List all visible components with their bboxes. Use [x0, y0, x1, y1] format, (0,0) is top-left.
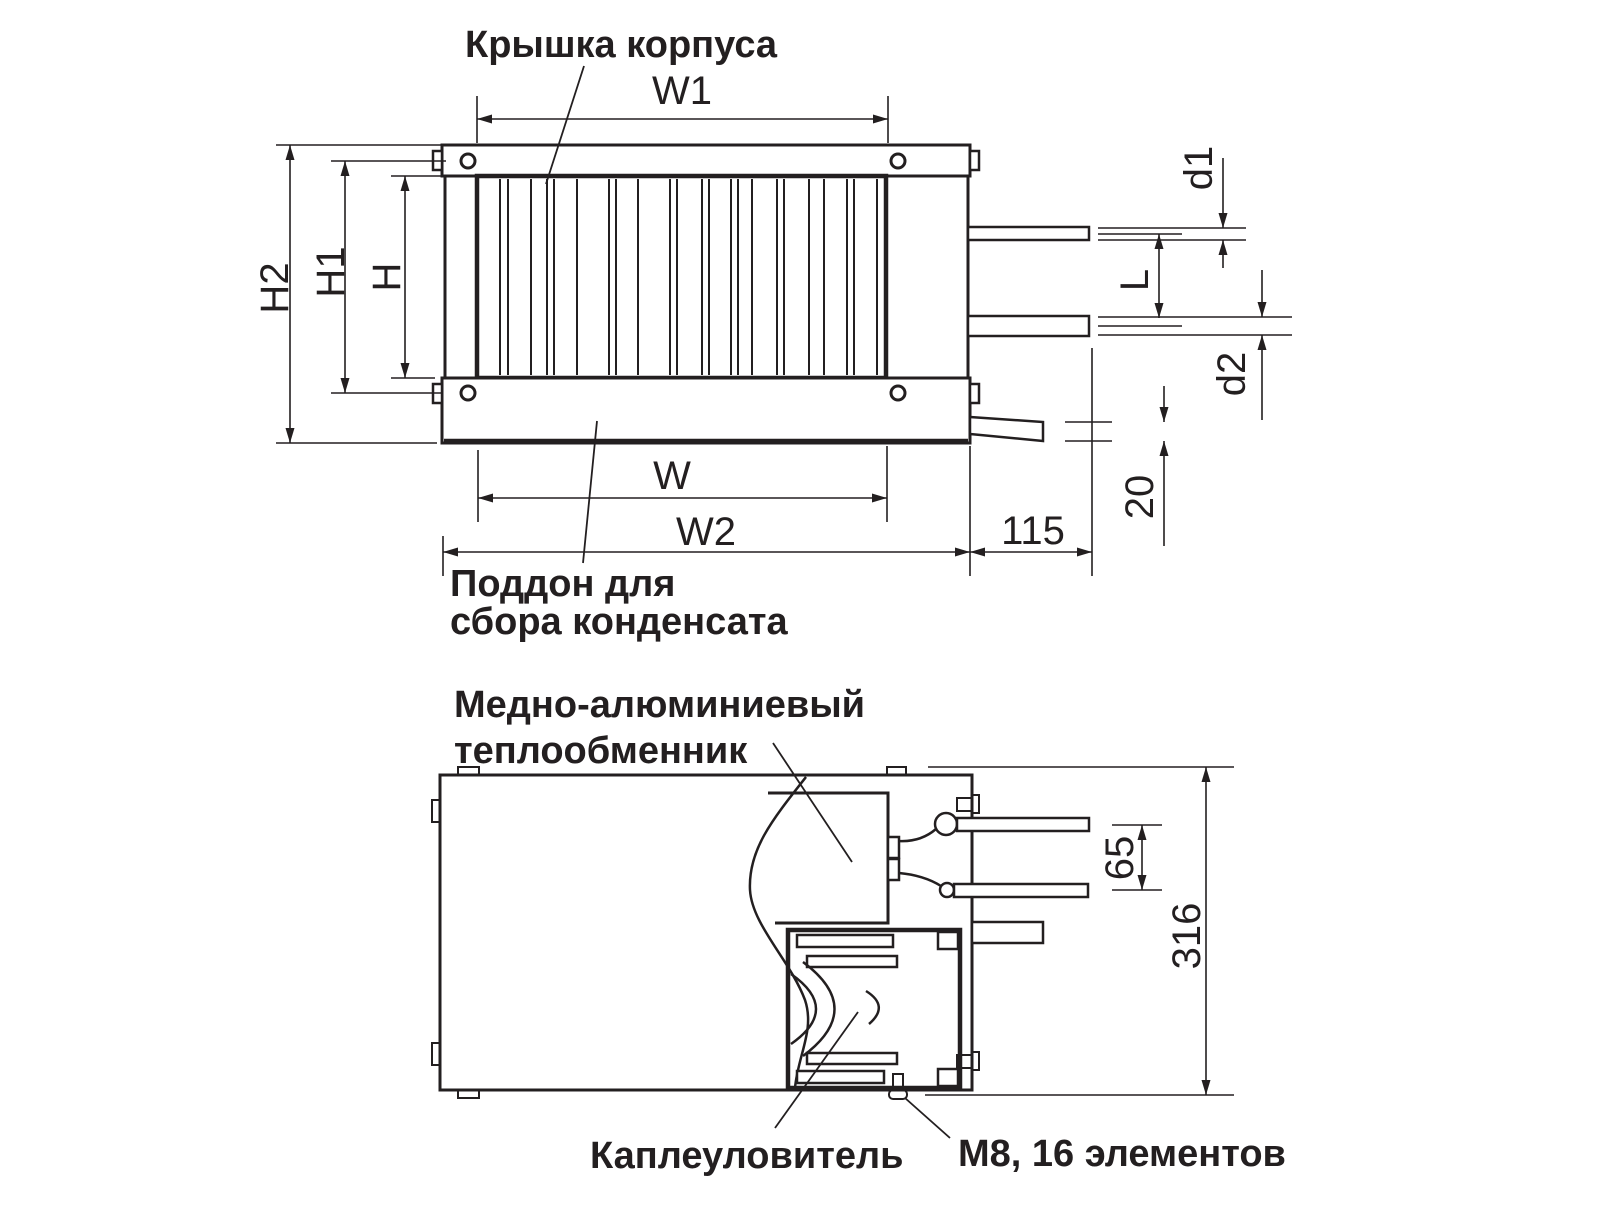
pipe-upper-top-view [957, 818, 1089, 831]
housing-notch-bottom [938, 1069, 958, 1086]
dim-w2 [443, 446, 970, 576]
hx-label-line2: теплообменник [454, 730, 748, 772]
arrowhead [1160, 407, 1169, 422]
dim-h-label: H [365, 262, 409, 292]
condensate-pan [442, 378, 970, 443]
pipe-elbow-upper [935, 813, 957, 835]
arrowhead [1155, 234, 1164, 249]
side-bracket [972, 922, 1043, 943]
pan-hole-left [461, 386, 475, 400]
dim-w-label: W [653, 454, 691, 498]
arrowhead [1219, 240, 1228, 255]
dim-h1-label: H1 [309, 246, 353, 298]
heat-exchanger [768, 793, 888, 923]
arrowhead [955, 548, 970, 557]
dim-l-label: L [1113, 268, 1157, 292]
pan-label-line1: Поддон для [450, 563, 676, 605]
dim-d2-label: d2 [1210, 351, 1254, 397]
dim-d2 [1098, 270, 1292, 420]
hx-label-line1: Медно-алюминиевый [454, 684, 866, 726]
drain-pipe [970, 417, 1043, 441]
cover-hole-left [461, 154, 475, 168]
dim-h2-label: H2 [253, 262, 297, 314]
arrowhead [1202, 767, 1211, 782]
arrowhead [341, 378, 350, 393]
arrowhead [1202, 1080, 1211, 1095]
arrowhead [477, 115, 492, 124]
dim-w2-label: W2 [676, 510, 736, 554]
m8-leader-line [905, 1098, 950, 1138]
cover-hole-right [891, 154, 905, 168]
dim-65-label: 65 [1098, 835, 1142, 881]
pipe-elbow-lower [940, 883, 954, 897]
dim-d1 [1098, 146, 1246, 268]
pan-right-cap [970, 384, 979, 403]
arrowhead [970, 548, 985, 557]
fasteners-label: М8, 16 элементов [958, 1133, 1286, 1175]
dim-115 [970, 348, 1092, 576]
front-view [433, 145, 1089, 443]
pipe-lower-top-view [954, 884, 1088, 897]
eliminator-bar [797, 935, 893, 947]
pan-hole-right [891, 386, 905, 400]
arrowhead [1258, 302, 1267, 317]
arrowhead [401, 363, 410, 378]
arrowhead [873, 115, 888, 124]
dim-h [365, 176, 444, 378]
housing-notch-top [938, 932, 958, 949]
arrowhead [1258, 335, 1267, 350]
dim-316-label: 316 [1165, 902, 1209, 970]
dim-115-label: 115 [1001, 509, 1065, 553]
arrowhead [341, 161, 350, 176]
arrowhead [1155, 303, 1164, 318]
pipe-upper [968, 227, 1089, 240]
dim-d1-label: d1 [1177, 145, 1221, 191]
pan-label-line2: сбора конденсата [450, 601, 788, 643]
hx-stub-upper [888, 837, 899, 858]
dim-20-label: 20 [1118, 474, 1162, 520]
arrowhead [872, 494, 887, 503]
arrowhead [286, 145, 295, 160]
arrowhead [286, 428, 295, 443]
hx-stub-lower [888, 859, 899, 880]
dim-20 [1065, 386, 1169, 546]
arrowhead [401, 176, 410, 191]
arrowhead [1077, 548, 1092, 557]
eliminator-bar [797, 1071, 884, 1083]
top-view [432, 767, 1089, 1099]
eliminator-bar [807, 1053, 897, 1064]
dim-w1-label: W1 [652, 69, 712, 113]
dim-w1 [477, 69, 888, 143]
arrowhead [1160, 441, 1169, 456]
eliminator-bar [807, 956, 897, 967]
pipe-lower [968, 316, 1089, 336]
dim-65 [1098, 825, 1162, 890]
dim-l [1113, 234, 1164, 318]
cover-label: Крышка корпуса [465, 24, 778, 66]
arrowhead [478, 494, 493, 503]
cover-right-cap [970, 151, 979, 170]
eliminator-label: Каплеуловитель [590, 1135, 904, 1177]
arrowhead [443, 548, 458, 557]
arrowhead [1219, 213, 1228, 228]
